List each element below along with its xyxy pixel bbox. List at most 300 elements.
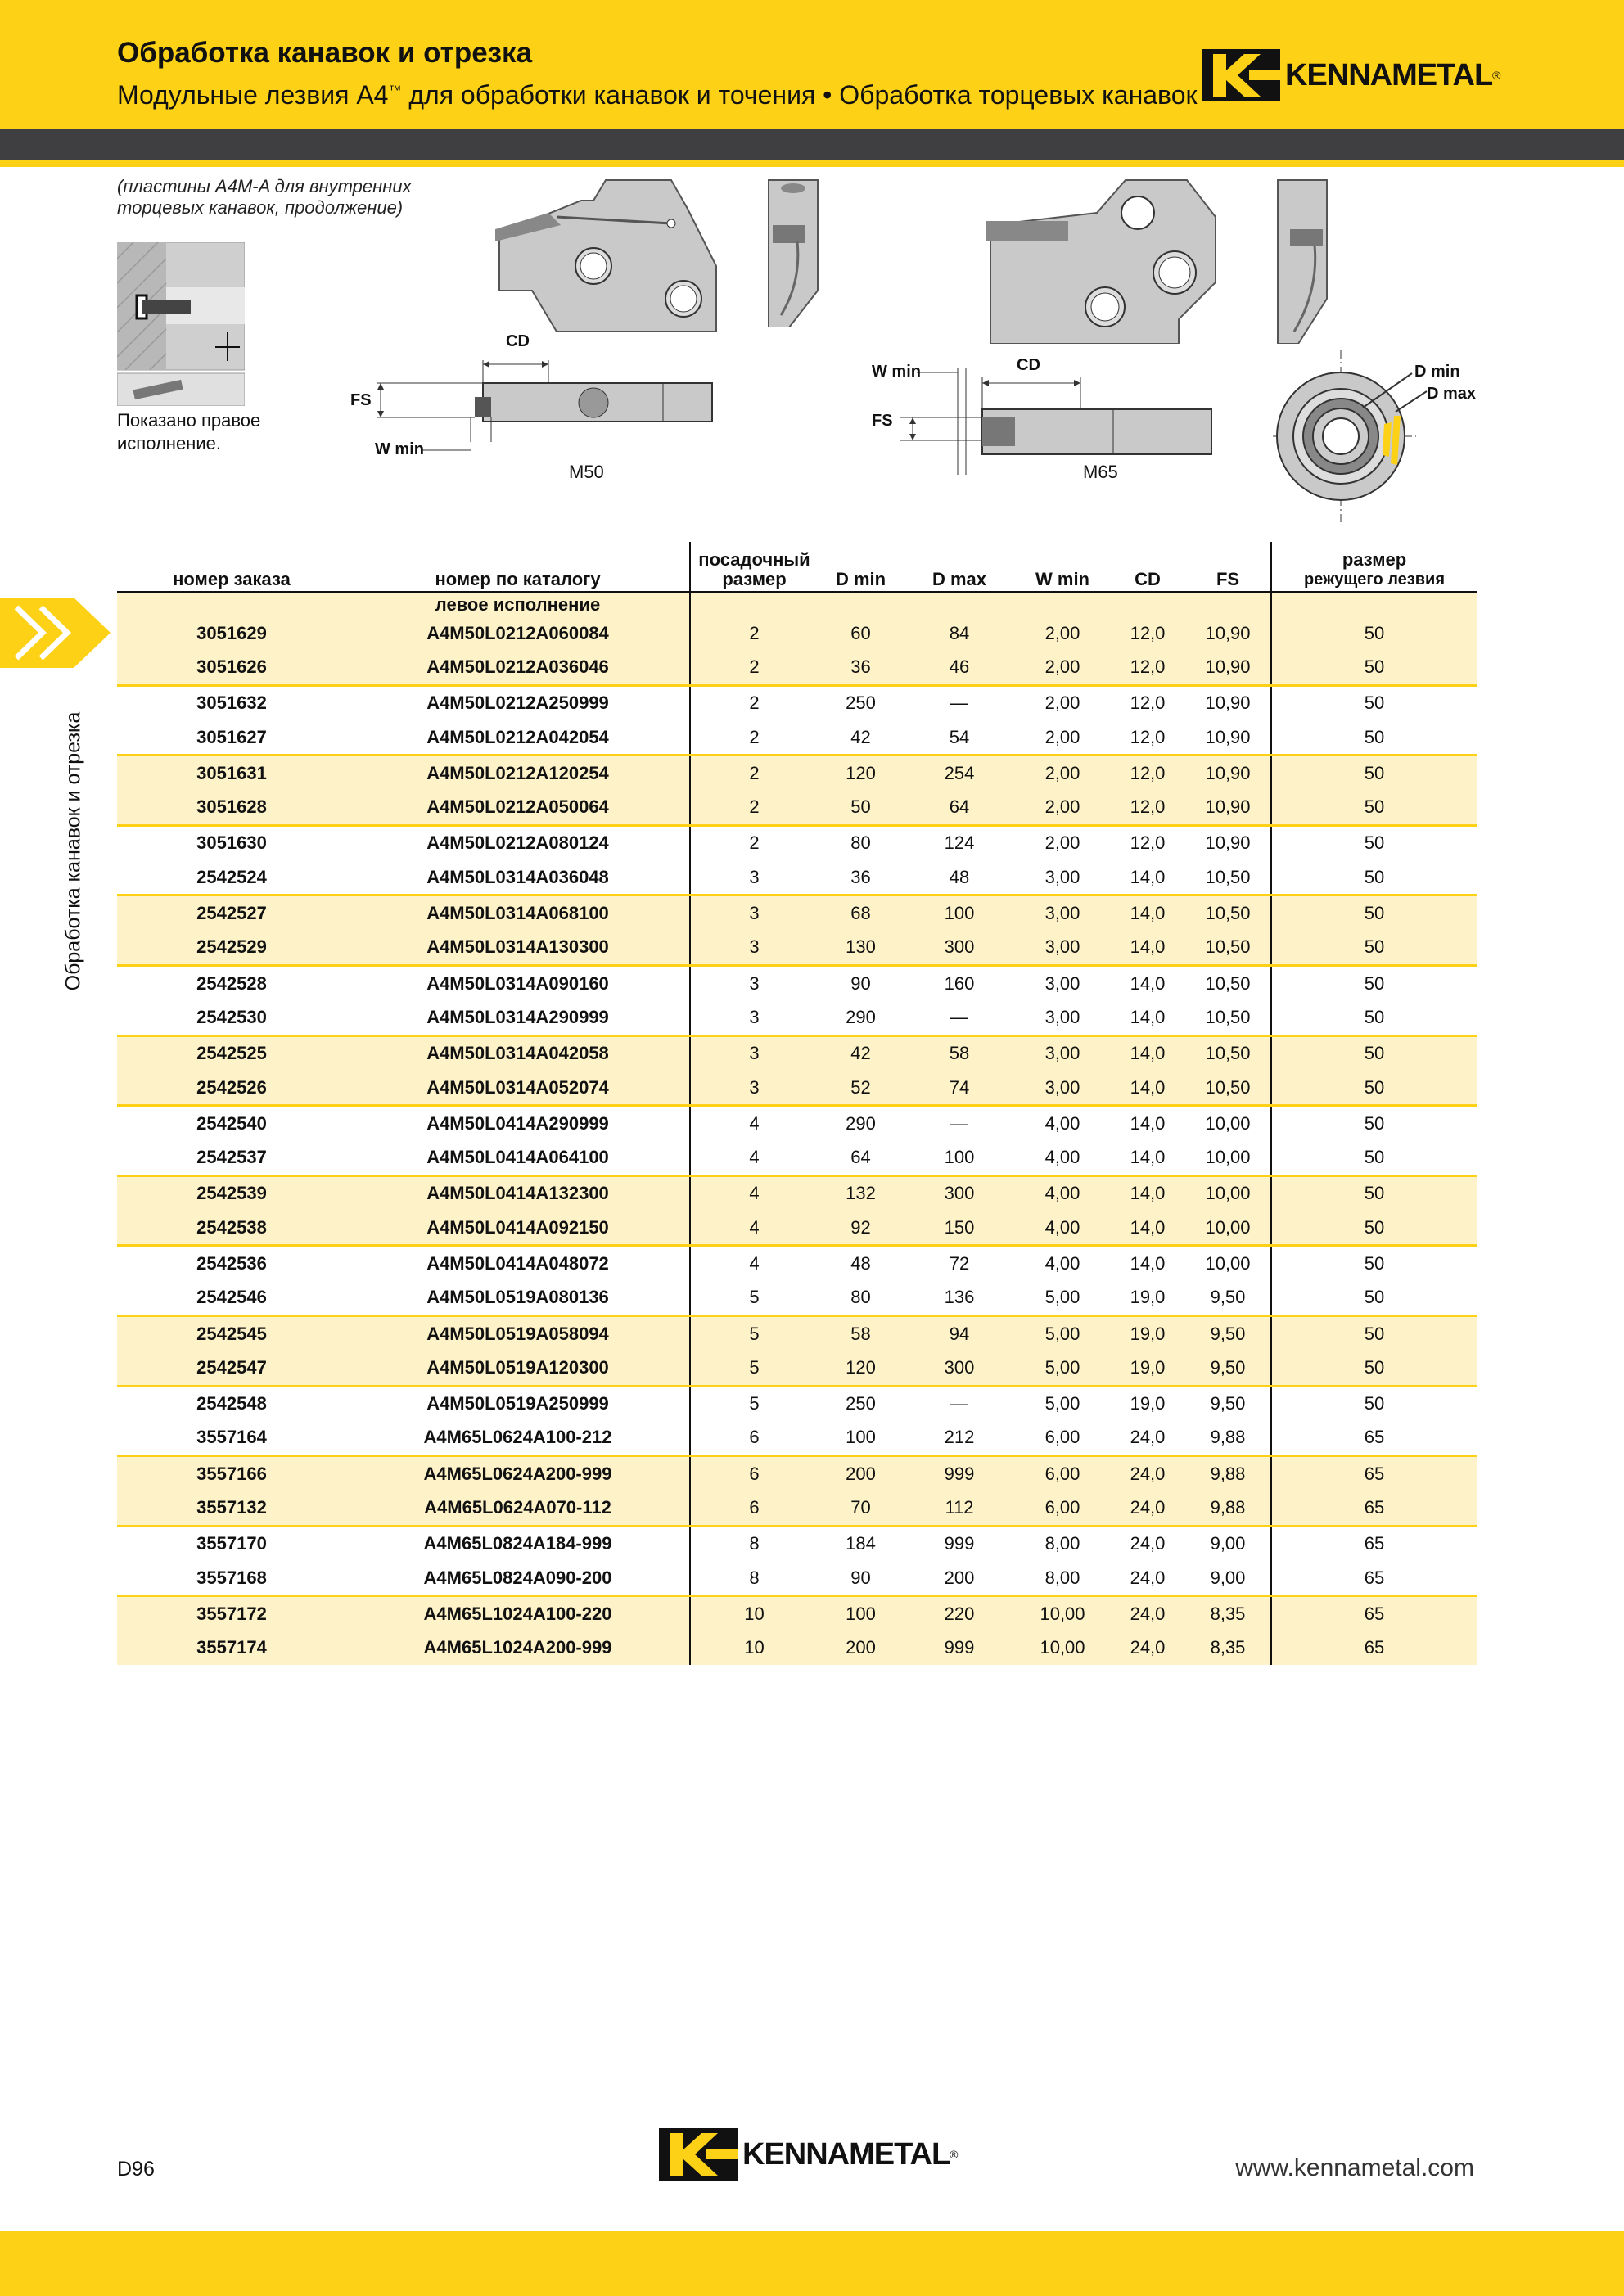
seat-size-cell: 5 <box>690 1315 818 1351</box>
w-min-cell: 2,00 <box>1015 650 1110 685</box>
seat-size-cell: 3 <box>690 860 818 895</box>
d-min-cell: 50 <box>818 790 904 825</box>
kennametal-logo <box>1202 49 1501 101</box>
catalog-number-cell: A4M50L0212A120254 <box>346 756 690 791</box>
seat-size-cell: 2 <box>690 616 818 650</box>
catalog-number-cell: A4M50L0212A050064 <box>346 790 690 825</box>
catalog-number-cell: A4M50L0519A120300 <box>346 1351 690 1386</box>
fs-cell: 10,00 <box>1185 1175 1271 1211</box>
d-min-cell: 64 <box>818 1140 904 1175</box>
order-number-cell: 2542525 <box>117 1035 346 1071</box>
table-header-row <box>117 542 1477 593</box>
seat-size-cell: 2 <box>690 825 818 860</box>
cd-cell: 24,0 <box>1130 1533 1166 1554</box>
fs-cell: 10,00 <box>1205 1112 1251 1134</box>
fs-cell: 8,35 <box>1185 1596 1271 1631</box>
blade-size-cell: 65 <box>1271 1526 1477 1561</box>
catalog-number-cell: A4M65L0824A184-999 <box>423 1533 612 1554</box>
blade-size-cell: 50 <box>1271 1106 1477 1141</box>
m65-label: M65 <box>1083 462 1118 482</box>
cd-cell: 24,0 <box>1110 1456 1185 1491</box>
order-number-cell: 2542528 <box>196 972 267 994</box>
d-min-cell: 120 <box>818 1351 904 1386</box>
table-row <box>117 895 1477 931</box>
cd-cell: 19,0 <box>1110 1351 1185 1386</box>
catalog-number-cell: A4M50L0519A058094 <box>346 1315 690 1351</box>
d-min-cell: 90 <box>850 972 871 994</box>
d-min-cell: 80 <box>850 832 871 854</box>
seat-size-cell: 2 <box>690 685 818 720</box>
d-min-cell: 92 <box>818 1211 904 1246</box>
blade-size-cell: 65 <box>1271 1596 1477 1631</box>
order-number-cell: 2542536 <box>196 1252 267 1274</box>
catalog-number-cell: A4M50L0212A042054 <box>346 720 690 756</box>
w-min-cell: 4,00 <box>1044 1112 1080 1134</box>
d-min-cell: 68 <box>818 895 904 931</box>
col-d-max: D max <box>904 542 1015 593</box>
table-row <box>117 1140 1477 1175</box>
m65-blade-side-drawing <box>982 176 1220 344</box>
seat-size-cell: 10 <box>690 1596 818 1631</box>
table-row <box>117 931 1477 966</box>
d-max-cell: — <box>904 1000 1015 1035</box>
d-max-cell: 999 <box>904 1456 1015 1491</box>
w-min-cell: 8,00 <box>1044 1533 1080 1554</box>
table-row <box>117 965 1477 1000</box>
cd-cell: 14,0 <box>1110 860 1185 895</box>
seat-size-cell: 3 <box>690 965 818 1000</box>
order-number-cell: 3051629 <box>117 616 346 650</box>
table-row <box>117 1596 1477 1631</box>
w-min-cell: 10,00 <box>1015 1596 1110 1631</box>
w-min-cell: 2,00 <box>1015 720 1110 756</box>
d-max-cell: 300 <box>904 931 1015 966</box>
w-min-cell: 5,00 <box>1044 1393 1080 1414</box>
fs-cell: 10,50 <box>1185 1035 1271 1071</box>
order-number-cell: 2542527 <box>117 895 346 931</box>
order-number-cell: 3557166 <box>117 1456 346 1491</box>
footer-logo-text: KENNAMETAL <box>742 2136 950 2172</box>
blade-size-cell: 50 <box>1271 1351 1477 1386</box>
d-max-cell: 254 <box>904 756 1015 791</box>
fs-cell: 10,90 <box>1185 650 1271 685</box>
blade-size-cell: 65 <box>1271 1456 1477 1491</box>
d-max-cell: 94 <box>904 1315 1015 1351</box>
header-dark-band <box>0 129 1624 160</box>
seat-size-cell: 2 <box>690 756 818 791</box>
blade-size-cell: 50 <box>1271 1315 1477 1351</box>
blade-spec-table <box>117 542 1477 1665</box>
blade-size-cell: 50 <box>1271 1035 1477 1071</box>
d-min-cell: 52 <box>818 1071 904 1106</box>
seat-size-cell: 8 <box>690 1526 818 1561</box>
face-groove-diameter-drawing <box>1273 350 1437 522</box>
blade-size-cell: 50 <box>1271 1000 1477 1035</box>
d-max-cell: — <box>950 1112 968 1134</box>
w-min-cell: 4,00 <box>1044 1252 1080 1274</box>
order-number-cell: 3557172 <box>117 1596 346 1631</box>
seat-size-cell: 8 <box>690 1561 818 1596</box>
fs-cell: 10,00 <box>1185 1140 1271 1175</box>
cd-cell: 14,0 <box>1110 1071 1185 1106</box>
header-yellow-stripe <box>0 160 1624 167</box>
d-max-cell: 160 <box>944 972 975 994</box>
d-max-cell: 72 <box>949 1252 970 1274</box>
page-title: Обработка канавок и отрезка <box>117 37 533 69</box>
logo-text: KENNAMETAL <box>1285 57 1493 92</box>
table-row <box>117 1421 1477 1456</box>
catalog-number-cell: A4M50L0212A060084 <box>346 616 690 650</box>
table-row <box>117 1526 1477 1561</box>
seat-size-cell: 2 <box>690 650 818 685</box>
table-row <box>117 790 1477 825</box>
w-min-cell: 2,00 <box>1015 616 1110 650</box>
m50-blade-front-drawing <box>765 176 822 327</box>
m50-cd-label: CD <box>506 332 530 350</box>
table-row <box>117 1246 1477 1281</box>
cd-cell: 24,0 <box>1110 1561 1185 1596</box>
fs-cell: 10,50 <box>1205 972 1251 994</box>
w-min-cell: 6,00 <box>1015 1491 1110 1526</box>
fs-cell: 10,50 <box>1185 1000 1271 1035</box>
table-row <box>117 1106 1477 1141</box>
catalog-number-cell: A4M50L0414A064100 <box>346 1140 690 1175</box>
fs-cell: 9,88 <box>1185 1421 1271 1456</box>
blade-size-line-1: размер <box>1342 549 1407 570</box>
catalog-number-cell: A4M50L0314A090160 <box>426 972 609 994</box>
trademark-mark: ™ <box>388 83 402 98</box>
fs-cell: 9,50 <box>1185 1315 1271 1351</box>
w-min-cell: 3,00 <box>1015 931 1110 966</box>
cd-cell: 12,0 <box>1110 720 1185 756</box>
d-max-cell: — <box>950 1393 968 1414</box>
cd-cell: 14,0 <box>1130 1252 1166 1274</box>
d-min-cell: 60 <box>818 616 904 650</box>
w-min-cell: 4,00 <box>1015 1211 1110 1246</box>
blade-size-cell: 50 <box>1271 685 1477 720</box>
fs-cell: 9,88 <box>1185 1491 1271 1526</box>
blade-size-cell: 50 <box>1271 790 1477 825</box>
d-max-cell: 100 <box>904 1140 1015 1175</box>
seat-size-cell: 10 <box>690 1631 818 1665</box>
blade-size-cell: 50 <box>1271 825 1477 860</box>
blade-size-cell: 50 <box>1271 860 1477 895</box>
m50-blade-side-drawing <box>483 176 720 332</box>
continuation-note <box>117 176 412 219</box>
page-header <box>0 0 1624 129</box>
w-min-cell: 5,00 <box>1015 1351 1110 1386</box>
table-row <box>117 1315 1477 1351</box>
table-row <box>117 1281 1477 1316</box>
fs-cell: 10,00 <box>1205 1252 1251 1274</box>
catalog-number-cell: A4M50L0314A052074 <box>346 1071 690 1106</box>
d-max-cell: 58 <box>904 1035 1015 1071</box>
d-max-cell: 46 <box>904 650 1015 685</box>
w-min-cell: 2,00 <box>1015 756 1110 791</box>
order-number-cell: 2542539 <box>117 1175 346 1211</box>
blade-size-cell: 50 <box>1271 1140 1477 1175</box>
cd-cell: 24,0 <box>1110 1596 1185 1631</box>
d-min-cell: 120 <box>818 756 904 791</box>
cd-cell: 14,0 <box>1110 1175 1185 1211</box>
blade-size-cell: 50 <box>1271 965 1477 1000</box>
m50-wmin-label: W min <box>375 440 424 458</box>
blade-size-cell: 65 <box>1271 1421 1477 1456</box>
cd-cell: 14,0 <box>1130 1112 1166 1134</box>
d-max-cell: 212 <box>904 1421 1015 1456</box>
note-line-2: торцевых канавок, продолжение) <box>117 197 404 218</box>
d-min-cell: 36 <box>818 860 904 895</box>
w-min-cell: 3,00 <box>1015 1000 1110 1035</box>
kennametal-k-icon <box>1202 49 1280 101</box>
order-number-cell: 2542540 <box>196 1112 267 1134</box>
d-min-cell: 80 <box>818 1281 904 1316</box>
fs-cell: 9,00 <box>1185 1561 1271 1596</box>
d-min-cell: 290 <box>818 1000 904 1035</box>
seat-size-cell: 3 <box>690 895 818 931</box>
catalog-number-cell: A4M50L0314A290999 <box>346 1000 690 1035</box>
blade-size-cell: 50 <box>1271 1246 1477 1281</box>
d-min-cell: 70 <box>818 1491 904 1526</box>
blade-size-line-2: режущего лезвия <box>1304 571 1445 589</box>
blade-size-cell: 65 <box>1271 1631 1477 1665</box>
catalog-number-cell: A4M50L0212A080124 <box>426 832 609 854</box>
table-row <box>117 616 1477 650</box>
order-number-cell: 2542530 <box>117 1000 346 1035</box>
table-row <box>117 1351 1477 1386</box>
order-number-cell: 3557168 <box>117 1561 346 1596</box>
seat-size-line-1: посадочный <box>698 549 810 570</box>
cd-cell: 19,0 <box>1110 1281 1185 1316</box>
cd-cell: 14,0 <box>1110 1140 1185 1175</box>
footer-yellow-band <box>0 2231 1624 2296</box>
m65-blade-front-drawing <box>1274 176 1331 344</box>
caption-line-2: исполнение. <box>117 433 221 453</box>
section-chevron-icon <box>0 598 111 668</box>
order-number-cell: 2542529 <box>117 931 346 966</box>
d-max-cell: 48 <box>904 860 1015 895</box>
catalog-number-cell: A4M50L0212A036046 <box>346 650 690 685</box>
fs-cell: 10,50 <box>1185 860 1271 895</box>
d-min-cell: 100 <box>818 1421 904 1456</box>
fs-cell: 10,00 <box>1185 1211 1271 1246</box>
w-min-cell: 2,00 <box>1044 692 1080 714</box>
col-d-min: D min <box>818 542 904 593</box>
d-max-cell: 100 <box>904 895 1015 931</box>
blade-size-cell: 50 <box>1271 616 1477 650</box>
footer-kennametal-logo <box>659 2128 959 2181</box>
catalog-number-cell: A4M50L0414A132300 <box>346 1175 690 1211</box>
seat-size-cell: 6 <box>690 1421 818 1456</box>
d-max-cell: 112 <box>904 1491 1015 1526</box>
d-min-cell: 200 <box>818 1456 904 1491</box>
table-row <box>117 1035 1477 1071</box>
seat-size-cell: 4 <box>690 1246 818 1281</box>
catalog-number-cell: A4M50L0314A068100 <box>346 895 690 931</box>
seat-size-cell: 5 <box>690 1386 818 1421</box>
w-min-cell: 6,00 <box>1015 1421 1110 1456</box>
table-row <box>117 685 1477 720</box>
d-max-cell: 124 <box>944 832 975 854</box>
table-row <box>117 1386 1477 1421</box>
w-min-cell: 6,00 <box>1015 1456 1110 1491</box>
fs-cell: 10,50 <box>1185 895 1271 931</box>
seat-size-cell: 5 <box>690 1281 818 1316</box>
m65-wmin-label: W min <box>872 363 921 381</box>
cd-cell: 19,0 <box>1110 1315 1185 1351</box>
d-min-cell: 48 <box>850 1252 871 1274</box>
fs-cell: 9,50 <box>1210 1393 1246 1414</box>
d-min-cell: 132 <box>818 1175 904 1211</box>
d-max-label: D max <box>1427 385 1477 403</box>
d-max-cell: 64 <box>904 790 1015 825</box>
d-max-cell: 150 <box>904 1211 1015 1246</box>
w-min-cell: 3,00 <box>1044 972 1080 994</box>
order-number-cell: 2542526 <box>117 1071 346 1106</box>
d-min-cell: 100 <box>818 1596 904 1631</box>
d-min-cell: 184 <box>846 1533 876 1554</box>
d-min-cell: 42 <box>818 1035 904 1071</box>
table-row <box>117 1175 1477 1211</box>
order-number-cell: 3557132 <box>117 1491 346 1526</box>
order-number-cell: 2542538 <box>117 1211 346 1246</box>
d-max-cell: — <box>950 692 968 714</box>
cd-cell: 12,0 <box>1130 692 1166 714</box>
cd-cell: 12,0 <box>1130 832 1166 854</box>
blade-size-cell: 50 <box>1271 931 1477 966</box>
cd-cell: 14,0 <box>1110 1000 1185 1035</box>
fs-cell: 10,90 <box>1205 832 1251 854</box>
table-row <box>117 860 1477 895</box>
d-max-cell: 200 <box>904 1561 1015 1596</box>
cd-cell: 24,0 <box>1110 1491 1185 1526</box>
d-max-cell: 300 <box>904 1175 1015 1211</box>
cd-cell: 24,0 <box>1110 1631 1185 1665</box>
order-number-cell: 3051628 <box>117 790 346 825</box>
blade-size-cell: 50 <box>1271 720 1477 756</box>
order-number-cell: 2542524 <box>117 860 346 895</box>
seat-size-cell: 2 <box>690 720 818 756</box>
col-fs: FS <box>1185 542 1271 593</box>
cd-cell: 12,0 <box>1110 616 1185 650</box>
table-row <box>117 650 1477 685</box>
catalog-number-cell: A4M50L0414A092150 <box>346 1211 690 1246</box>
m65-cd-label: CD <box>1017 356 1040 374</box>
table-row <box>117 825 1477 860</box>
col-seat-size <box>690 542 818 593</box>
seat-size-cell: 3 <box>690 1035 818 1071</box>
table-row <box>117 720 1477 756</box>
w-min-cell: 10,00 <box>1015 1631 1110 1665</box>
order-number-cell: 3051632 <box>196 692 267 714</box>
blade-size-cell: 50 <box>1271 1211 1477 1246</box>
order-number-cell: 3051627 <box>117 720 346 756</box>
caption-line-1: Показано правое <box>117 410 261 431</box>
cd-cell: 14,0 <box>1110 895 1185 931</box>
w-min-cell: 4,00 <box>1015 1175 1110 1211</box>
left-hand-subheader: левое исполнение <box>346 593 690 617</box>
subtitle-main: Модульные лезвия A4 <box>117 80 389 110</box>
right-hand-shown-caption <box>117 409 260 455</box>
seat-size-cell: 6 <box>690 1491 818 1526</box>
section-side-label: Обработка канавок и отрезка <box>61 711 85 991</box>
cd-cell: 14,0 <box>1110 1035 1185 1071</box>
w-min-cell: 3,00 <box>1015 1035 1110 1071</box>
fs-cell: 10,90 <box>1185 790 1271 825</box>
order-number-cell: 2542547 <box>117 1351 346 1386</box>
blade-size-cell: 50 <box>1271 1281 1477 1316</box>
blade-size-cell: 50 <box>1271 1071 1477 1106</box>
catalog-number-cell: A4M65L1024A100-220 <box>346 1596 690 1631</box>
d-max-cell: 300 <box>904 1351 1015 1386</box>
table-row <box>117 756 1477 791</box>
fs-cell: 10,90 <box>1185 756 1271 791</box>
catalog-number-cell: A4M65L0824A090-200 <box>346 1561 690 1596</box>
order-number-cell: 2542537 <box>117 1140 346 1175</box>
fs-cell: 9,88 <box>1185 1456 1271 1491</box>
blade-size-cell: 50 <box>1271 756 1477 791</box>
page-number: D96 <box>117 2158 155 2181</box>
d-min-cell: 200 <box>818 1631 904 1665</box>
d-min-cell: 36 <box>818 650 904 685</box>
logo-registered: ® <box>1492 69 1501 82</box>
blade-size-cell: 50 <box>1271 895 1477 931</box>
d-max-cell: 999 <box>944 1533 975 1554</box>
cd-cell: 14,0 <box>1110 931 1185 966</box>
d-max-cell: 136 <box>904 1281 1015 1316</box>
m65-fs-label: FS <box>872 412 893 430</box>
catalog-number-cell: A4M65L1024A200-999 <box>346 1631 690 1665</box>
cd-cell: 12,0 <box>1110 650 1185 685</box>
catalog-number-cell: A4M65L0624A100-212 <box>346 1421 690 1456</box>
cd-cell: 14,0 <box>1110 1211 1185 1246</box>
w-min-cell: 3,00 <box>1015 895 1110 931</box>
d-min-cell: 130 <box>818 931 904 966</box>
w-min-cell: 5,00 <box>1015 1281 1110 1316</box>
cd-cell: 24,0 <box>1110 1421 1185 1456</box>
catalog-number-cell: A4M50L0314A130300 <box>346 931 690 966</box>
d-min-cell: 250 <box>846 1393 876 1414</box>
fs-cell: 10,90 <box>1205 692 1251 714</box>
table-body <box>117 593 1477 1665</box>
table-row <box>117 1071 1477 1106</box>
seat-size-cell: 6 <box>690 1456 818 1491</box>
fs-cell: 10,50 <box>1185 1071 1271 1106</box>
d-min-cell: 250 <box>846 692 876 714</box>
catalog-number-cell: A4M50L0314A036048 <box>346 860 690 895</box>
seat-size-cell: 4 <box>690 1140 818 1175</box>
cd-cell: 19,0 <box>1130 1393 1166 1414</box>
w-min-cell: 3,00 <box>1015 860 1110 895</box>
col-w-min: W min <box>1015 542 1110 593</box>
catalog-number-cell: A4M50L0314A042058 <box>346 1035 690 1071</box>
blade-size-cell: 50 <box>1271 1175 1477 1211</box>
order-number-cell: 2542548 <box>196 1393 267 1414</box>
fs-cell: 10,90 <box>1185 616 1271 650</box>
fs-cell: 9,50 <box>1185 1351 1271 1386</box>
m50-label: M50 <box>569 462 604 482</box>
website-link[interactable]: www.kennametal.com <box>1235 2154 1474 2181</box>
order-number-cell: 2542545 <box>117 1315 346 1351</box>
order-number-cell: 3051626 <box>117 650 346 685</box>
cd-cell: 12,0 <box>1110 790 1185 825</box>
d-min-cell: 58 <box>818 1315 904 1351</box>
note-line-1: (пластины A4M-A для внутренних <box>117 176 412 196</box>
table-row <box>117 1491 1477 1526</box>
catalog-number-cell: A4M50L0519A080136 <box>346 1281 690 1316</box>
w-min-cell: 5,00 <box>1015 1315 1110 1351</box>
seat-size-cell: 4 <box>690 1106 818 1141</box>
